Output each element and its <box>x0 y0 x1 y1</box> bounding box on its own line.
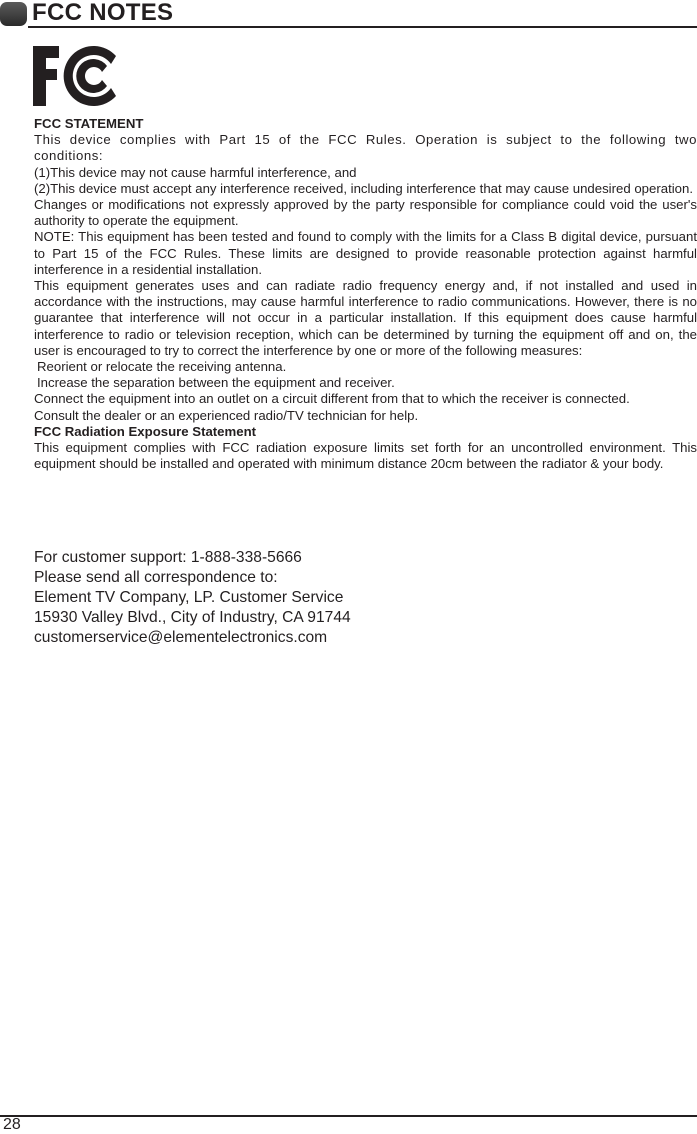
page-number: 28 <box>3 1116 21 1133</box>
header-divider <box>28 26 697 28</box>
measure-outlet: Connect the equipment into an outlet on a circuit different from that to which the receiver is connected. <box>34 391 630 407</box>
header-tab-marker <box>0 2 27 26</box>
changes-warning: Changes or modifications not expressly approved by the party responsible for compliance could void the user's authority to operate the equipment. <box>34 197 697 229</box>
note-paragraph: NOTE: This equipment has been tested and found to comply with the limits for a Class B digital device, pursuant to Part 15 of the FCC Rules. These limits are designed to provide reasonable protection against harmful interference in a residential installation. <box>34 229 697 277</box>
measure-separation: Increase the separation between the equipment and receiver. <box>37 375 395 391</box>
interference-paragraph: This equipment generates uses and can radiate radio frequency energy and, if not installed and used in accordance with the instructions, may cause harmful interference to radio communications. However, there is no guarantee that interference will not occur in a particular installation. If this equipment does cause harmful interference to radio or television reception, which can be determined by turning the equipment off and on, the user is encouraged to try to correct the interference by one or more of the following measures: <box>34 278 697 358</box>
condition-2: (2)This device must accept any interference received, including interference that may cause undesired operation. <box>34 180 693 196</box>
customer-support-section <box>34 548 674 648</box>
measure-reorient: Reorient or relocate the receiving antenna. <box>37 359 287 375</box>
page-header <box>0 0 697 28</box>
fcc-statement-section <box>34 116 697 472</box>
correspondence-line: Please send all correspondence to: <box>34 569 278 586</box>
fcc-statement-heading: FCC STATEMENT <box>34 116 144 131</box>
statement-paragraph: This device complies with Part 15 of the FCC Rules. Operation is subject to the following two conditions: <box>34 132 697 164</box>
condition-1: (1)This device may not cause harmful interference, and <box>34 164 357 180</box>
support-email: customerservice@elementelectronics.com <box>34 629 328 646</box>
radiation-heading: FCC Radiation Exposure Statement <box>34 423 257 439</box>
fcc-logo-icon <box>33 46 116 106</box>
company-address: 15930 Valley Blvd., City of Industry, CA 91744 <box>34 609 351 626</box>
company-name: Element TV Company, LP. Customer Service <box>34 589 344 606</box>
page-title: FCC NOTES <box>32 0 174 26</box>
support-phone: For customer support: 1-888-338-5666 <box>34 549 302 566</box>
radiation-paragraph: This equipment complies with FCC radiation exposure limits set forth for an uncontrolled environment. This equipment should be installed and operated with minimum distance 20cm between the radiator & your body. <box>34 440 697 472</box>
measure-consult: Consult the dealer or an experienced radio/TV technician for help. <box>34 407 419 423</box>
footer-divider <box>0 1115 697 1117</box>
